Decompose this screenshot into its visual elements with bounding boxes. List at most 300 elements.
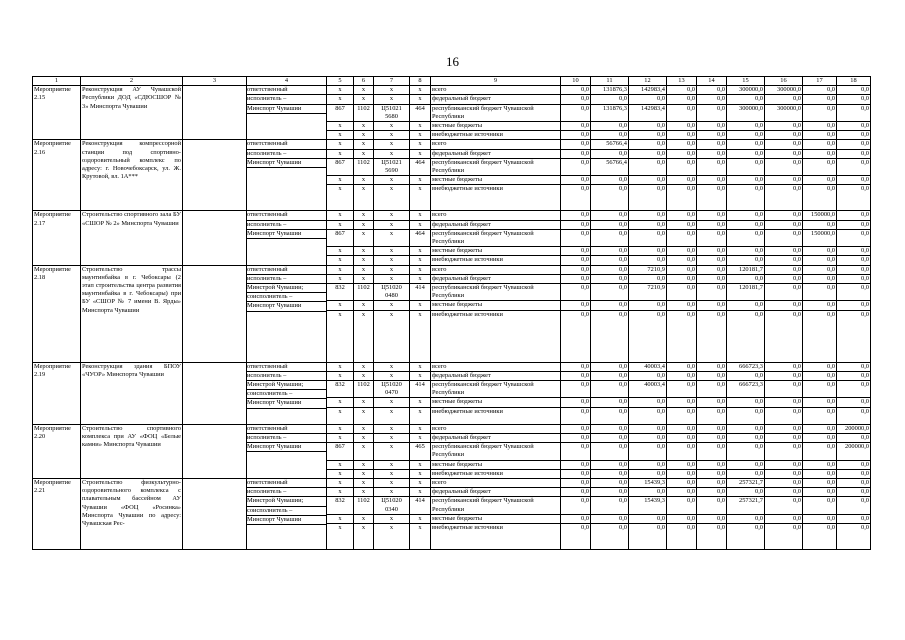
- funding-source: республиканский бюджет Чувашской Республики: [431, 284, 561, 301]
- table-cell: x: [354, 149, 374, 158]
- table-cell: 0,0: [803, 488, 837, 497]
- measure-title: Реконструкция здания БПОУ «ЧУОР» Минспорта Чувашии: [81, 362, 183, 424]
- table-cell: 0,0: [803, 469, 837, 478]
- table-cell: 257321,7: [727, 478, 765, 487]
- table-cell: 0,0: [667, 310, 697, 362]
- measure-id: Мероприятие 2.18: [33, 265, 81, 362]
- table-cell: 0,0: [629, 469, 667, 478]
- table-cell: 0,0: [629, 122, 667, 131]
- table-cell: x: [410, 211, 431, 220]
- table-cell: 0,0: [667, 398, 697, 407]
- table-cell: 0,0: [667, 284, 697, 301]
- table-cell: 0,0: [667, 211, 697, 220]
- table-cell: 0,0: [765, 398, 803, 407]
- table-cell: x: [354, 443, 374, 460]
- table-cell: 0,0: [697, 460, 727, 469]
- table-cell: 0,0: [727, 256, 765, 265]
- funding-source: всего: [431, 140, 561, 149]
- column-header: 13: [667, 77, 697, 86]
- table-cell: 0,0: [727, 274, 765, 283]
- table-cell: x: [410, 140, 431, 149]
- table-cell: 0,0: [561, 301, 591, 310]
- table-cell: 0,0: [629, 247, 667, 256]
- funding-source: всего: [431, 478, 561, 487]
- table-cell: 300000,0: [765, 104, 803, 121]
- table-cell: 867: [327, 443, 354, 460]
- table-cell: 0,0: [667, 185, 697, 211]
- table-cell: 0,0: [561, 149, 591, 158]
- table-cell: 0,0: [765, 497, 803, 514]
- column-header: 10: [561, 77, 591, 86]
- responsible-line: исполнитель –: [247, 275, 326, 284]
- table-cell: x: [374, 460, 410, 469]
- table-cell: x: [374, 407, 410, 424]
- table-cell: 0,0: [697, 362, 727, 371]
- table-cell: x: [354, 185, 374, 211]
- table-cell: 0,0: [765, 274, 803, 283]
- funding-source: федеральный бюджет: [431, 488, 561, 497]
- table-cell: 0,0: [837, 488, 871, 497]
- table-cell: x: [374, 176, 410, 185]
- table-cell: 0,0: [765, 229, 803, 246]
- table-cell: x: [354, 301, 374, 310]
- table-cell: 0,0: [591, 149, 629, 158]
- table-cell: 0,0: [727, 371, 765, 380]
- responsible-line: ответственный: [247, 211, 326, 220]
- table-cell: 0,0: [803, 407, 837, 424]
- table-cell: 0,0: [561, 274, 591, 283]
- table-cell: 0,0: [667, 265, 697, 274]
- table-cell: 0,0: [697, 158, 727, 175]
- table-cell: 0,0: [591, 247, 629, 256]
- table-cell: x: [374, 301, 410, 310]
- column-header: 4: [247, 77, 327, 86]
- table-cell: x: [327, 523, 354, 549]
- table-cell: 0,0: [591, 131, 629, 140]
- table-cell: 0,0: [837, 398, 871, 407]
- table-cell: 0,0: [837, 229, 871, 246]
- table-cell: 7210,9: [629, 284, 667, 301]
- table-cell: x: [327, 407, 354, 424]
- table-cell: 0,0: [697, 301, 727, 310]
- table-cell: Ц51021 5690: [374, 158, 410, 175]
- table-cell: 0,0: [629, 398, 667, 407]
- table-cell: 0,0: [591, 469, 629, 478]
- measure-title: Строительство физкультурно-оздоровительного комплекса с плавательным бассейном АУ Чувашии «ФОЦ «Росинка» Минспорта Чувашии по адресу: Чувашская Рес-: [81, 478, 183, 549]
- table-cell: x: [374, 149, 410, 158]
- table-cell: 0,0: [697, 497, 727, 514]
- table-cell: x: [327, 176, 354, 185]
- table-cell: 0,0: [765, 176, 803, 185]
- table-cell: 131876,3: [591, 86, 629, 95]
- table-cell: 40003,4: [629, 362, 667, 371]
- table-cell: 0,0: [561, 371, 591, 380]
- table-cell: 0,0: [803, 371, 837, 380]
- table-row: [33, 362, 871, 371]
- table-cell: 0,0: [561, 220, 591, 229]
- table-cell: 0,0: [591, 265, 629, 274]
- table-cell: 300000,0: [765, 86, 803, 95]
- table-cell: 0,0: [803, 523, 837, 549]
- table-cell: 0,0: [765, 424, 803, 433]
- table-cell: 0,0: [697, 424, 727, 433]
- table-cell: x: [410, 149, 431, 158]
- table-cell: 0,0: [727, 229, 765, 246]
- table-cell: 0,0: [561, 284, 591, 301]
- table-cell: 0,0: [727, 95, 765, 104]
- table-cell: 0,0: [837, 523, 871, 549]
- table-cell: x: [354, 523, 374, 549]
- column-header: 16: [765, 77, 803, 86]
- measure-title: Реконструкция АУ Чувашской Республики ДОД «СДЮСШОР № 3» Минспорта Чувашии: [81, 86, 183, 140]
- table-cell: 0,0: [803, 460, 837, 469]
- table-cell: 0,0: [667, 140, 697, 149]
- table-cell: 0,0: [837, 362, 871, 371]
- table-cell: x: [354, 424, 374, 433]
- table-cell: 464: [410, 104, 431, 121]
- table-cell: 0,0: [561, 514, 591, 523]
- responsible-line: соисполнитель –: [247, 293, 326, 302]
- column-header: 7: [374, 77, 410, 86]
- table-cell: 0,0: [629, 443, 667, 460]
- table-cell: 0,0: [803, 158, 837, 175]
- table-cell: 0,0: [803, 140, 837, 149]
- funding-source: всего: [431, 265, 561, 274]
- table-cell: 0,0: [837, 407, 871, 424]
- table-cell: 0,0: [561, 362, 591, 371]
- table-cell: 0,0: [727, 488, 765, 497]
- table-cell: 0,0: [803, 301, 837, 310]
- table-cell: x: [327, 211, 354, 220]
- table-cell: 0,0: [727, 514, 765, 523]
- table-cell: 1102: [354, 497, 374, 514]
- table-cell: 0,0: [837, 381, 871, 398]
- table-cell: 0,0: [697, 176, 727, 185]
- table-cell: 0,0: [765, 407, 803, 424]
- funding-source: всего: [431, 362, 561, 371]
- table-cell: 414: [410, 381, 431, 398]
- responsible-cell: [247, 140, 327, 211]
- table-cell: 0,0: [803, 256, 837, 265]
- table-cell: 832: [327, 497, 354, 514]
- table-cell: 0,0: [727, 469, 765, 478]
- empty-cell: [183, 265, 247, 362]
- table-cell: x: [327, 122, 354, 131]
- table-cell: 0,0: [629, 310, 667, 362]
- table-cell: x: [354, 86, 374, 95]
- column-header: 8: [410, 77, 431, 86]
- column-header: 5: [327, 77, 354, 86]
- table-cell: 465: [410, 443, 431, 460]
- table-cell: x: [327, 460, 354, 469]
- table-cell: 0,0: [765, 247, 803, 256]
- table-cell: 0,0: [629, 424, 667, 433]
- responsible-line: исполнитель –: [247, 434, 326, 443]
- table-cell: x: [374, 371, 410, 380]
- table-cell: 0,0: [561, 104, 591, 121]
- table-cell: 0,0: [765, 149, 803, 158]
- responsible-line: исполнитель –: [247, 150, 326, 159]
- table-cell: x: [354, 407, 374, 424]
- table-cell: x: [374, 478, 410, 487]
- responsible-line: Минспорт Чувашии: [247, 399, 326, 408]
- responsible-line: исполнитель –: [247, 221, 326, 230]
- table-cell: 0,0: [591, 497, 629, 514]
- table-cell: x: [354, 140, 374, 149]
- table-cell: 0,0: [629, 220, 667, 229]
- table-cell: 0,0: [591, 176, 629, 185]
- table-cell: 0,0: [591, 424, 629, 433]
- table-cell: 0,0: [697, 381, 727, 398]
- table-cell: 0,0: [697, 478, 727, 487]
- responsible-line: исполнитель –: [247, 95, 326, 104]
- measure-title: Строительство спортивного зала БУ «СШОР № 2» Минспорта Чувашии: [81, 211, 183, 265]
- table-cell: 0,0: [727, 158, 765, 175]
- table-cell: 0,0: [591, 211, 629, 220]
- responsible-line: Минстрой Чувашии;: [247, 497, 326, 506]
- funding-source: всего: [431, 211, 561, 220]
- table-row: [33, 86, 871, 95]
- table-cell: 0,0: [591, 514, 629, 523]
- table-cell: x: [410, 407, 431, 424]
- funding-source: федеральный бюджет: [431, 95, 561, 104]
- table-cell: x: [354, 460, 374, 469]
- table-cell: 0,0: [765, 443, 803, 460]
- measure-title: Строительство трассы маунтинбайка в г. Чебоксары (2 этап строительства центра развития маунтинбайка в г. Чебоксары) при БУ «СШОР № 7 имени В. Ярды» Минспорта Чувашии: [81, 265, 183, 362]
- table-cell: 0,0: [561, 424, 591, 433]
- table-cell: 0,0: [591, 433, 629, 442]
- funding-source: местные бюджеты: [431, 398, 561, 407]
- empty-cell: [183, 424, 247, 478]
- table-row: [33, 424, 871, 433]
- funding-source: федеральный бюджет: [431, 220, 561, 229]
- table-cell: x: [410, 398, 431, 407]
- table-cell: 150000,0: [803, 229, 837, 246]
- table-cell: 0,0: [561, 443, 591, 460]
- table-cell: 0,0: [765, 523, 803, 549]
- table-cell: x: [327, 149, 354, 158]
- table-cell: 120181,7: [727, 265, 765, 274]
- table-cell: 0,0: [561, 122, 591, 131]
- table-cell: 0,0: [727, 407, 765, 424]
- table-cell: 1102: [354, 381, 374, 398]
- funding-source: республиканский бюджет Чувашской Республики: [431, 381, 561, 398]
- table-cell: 1102: [354, 284, 374, 301]
- table-cell: 0,0: [765, 460, 803, 469]
- table-cell: 0,0: [667, 256, 697, 265]
- table-cell: 0,0: [765, 131, 803, 140]
- table-cell: 0,0: [837, 265, 871, 274]
- table-cell: x: [327, 310, 354, 362]
- table-cell: 0,0: [667, 460, 697, 469]
- table-cell: x: [410, 362, 431, 371]
- responsible-line: Минстрой Чувашии;: [247, 284, 326, 293]
- table-cell: x: [374, 95, 410, 104]
- table-cell: 0,0: [667, 433, 697, 442]
- table-cell: 0,0: [837, 131, 871, 140]
- table-cell: x: [354, 310, 374, 362]
- table-cell: x: [374, 514, 410, 523]
- table-cell: 0,0: [697, 256, 727, 265]
- table-cell: 414: [410, 497, 431, 514]
- funding-source: местные бюджеты: [431, 176, 561, 185]
- table-cell: 0,0: [803, 149, 837, 158]
- funding-source: внебюджетные источники: [431, 131, 561, 140]
- funding-source: федеральный бюджет: [431, 274, 561, 283]
- funding-source: внебюджетные источники: [431, 407, 561, 424]
- table-cell: x: [354, 478, 374, 487]
- table-cell: 0,0: [765, 310, 803, 362]
- table-cell: x: [354, 220, 374, 229]
- table-cell: 0,0: [667, 469, 697, 478]
- table-cell: 0,0: [591, 274, 629, 283]
- table-cell: x: [327, 247, 354, 256]
- table-cell: 0,0: [629, 211, 667, 220]
- column-header: 1: [33, 77, 81, 86]
- responsible-line: Минспорт Чувашии: [247, 159, 326, 168]
- measure-id: Мероприятие 2.21: [33, 478, 81, 549]
- table-cell: 0,0: [591, 185, 629, 211]
- table-cell: 0,0: [667, 220, 697, 229]
- table-cell: x: [354, 398, 374, 407]
- table-cell: 56766,4: [591, 158, 629, 175]
- table-cell: 0,0: [667, 497, 697, 514]
- empty-cell: [183, 362, 247, 424]
- table-cell: 0,0: [667, 158, 697, 175]
- table-cell: 832: [327, 381, 354, 398]
- table-cell: 0,0: [837, 247, 871, 256]
- table-cell: 0,0: [561, 310, 591, 362]
- table-cell: 0,0: [697, 211, 727, 220]
- table-cell: 0,0: [591, 256, 629, 265]
- table-cell: 0,0: [697, 488, 727, 497]
- table-cell: 0,0: [765, 469, 803, 478]
- table-cell: x: [374, 274, 410, 283]
- table-cell: 0,0: [803, 220, 837, 229]
- table-cell: x: [410, 86, 431, 95]
- table-cell: x: [327, 362, 354, 371]
- table-cell: 0,0: [727, 460, 765, 469]
- table-cell: x: [410, 460, 431, 469]
- table-cell: 0,0: [667, 229, 697, 246]
- table-cell: 0,0: [629, 514, 667, 523]
- table-cell: x: [410, 131, 431, 140]
- table-cell: 0,0: [765, 140, 803, 149]
- table-cell: 0,0: [697, 131, 727, 140]
- table-cell: x: [374, 86, 410, 95]
- table-cell: 0,0: [561, 176, 591, 185]
- page-number: 16: [446, 54, 459, 69]
- table-cell: 666723,3: [727, 381, 765, 398]
- table-cell: 0,0: [803, 497, 837, 514]
- table-cell: 0,0: [667, 301, 697, 310]
- column-header-row: [33, 77, 871, 86]
- table-cell: 0,0: [837, 460, 871, 469]
- table-cell: 200000,0: [837, 443, 871, 460]
- table-cell: x: [374, 398, 410, 407]
- table-cell: x: [374, 488, 410, 497]
- table-cell: 0,0: [837, 274, 871, 283]
- table-cell: 257321,7: [727, 497, 765, 514]
- funding-source: республиканский бюджет Чувашской Республики: [431, 158, 561, 175]
- table-cell: 0,0: [561, 247, 591, 256]
- table-cell: 0,0: [727, 149, 765, 158]
- table-cell: Ц51020 0470: [374, 381, 410, 398]
- table-cell: 0,0: [561, 407, 591, 424]
- table-cell: 56766,4: [591, 140, 629, 149]
- table-cell: 0,0: [765, 95, 803, 104]
- table-cell: 0,0: [837, 301, 871, 310]
- column-header: 15: [727, 77, 765, 86]
- table-cell: 0,0: [629, 371, 667, 380]
- table-cell: 0,0: [561, 469, 591, 478]
- table-cell: x: [410, 514, 431, 523]
- table-cell: 0,0: [727, 310, 765, 362]
- table-cell: 0,0: [667, 488, 697, 497]
- table-cell: 0,0: [803, 398, 837, 407]
- funding-source: внебюджетные источники: [431, 310, 561, 362]
- table-cell: 0,0: [727, 122, 765, 131]
- table-cell: 0,0: [561, 158, 591, 175]
- responsible-line: ответственный: [247, 86, 326, 95]
- table-cell: 0,0: [803, 443, 837, 460]
- table-cell: 867: [327, 158, 354, 175]
- table-cell: 0,0: [667, 371, 697, 380]
- funding-source: внебюджетные источники: [431, 185, 561, 211]
- table-cell: x: [374, 131, 410, 140]
- table-cell: 0,0: [765, 514, 803, 523]
- table-cell: x: [327, 371, 354, 380]
- table-cell: x: [327, 185, 354, 211]
- table-cell: x: [374, 220, 410, 229]
- table-cell: 300000,0: [727, 104, 765, 121]
- table-cell: 0,0: [561, 256, 591, 265]
- table-cell: 0,0: [765, 220, 803, 229]
- table-cell: x: [410, 488, 431, 497]
- table-cell: 0,0: [765, 371, 803, 380]
- table-cell: 0,0: [837, 220, 871, 229]
- table-cell: 0,0: [667, 523, 697, 549]
- table-cell: x: [327, 140, 354, 149]
- responsible-line: ответственный: [247, 425, 326, 434]
- funding-source: федеральный бюджет: [431, 433, 561, 442]
- table-cell: 300000,0: [727, 86, 765, 95]
- table-cell: 0,0: [727, 523, 765, 549]
- table-cell: 0,0: [667, 131, 697, 140]
- table-cell: 0,0: [803, 310, 837, 362]
- table-cell: 0,0: [697, 371, 727, 380]
- table-cell: x: [410, 122, 431, 131]
- table-cell: 142983,4: [629, 104, 667, 121]
- table-cell: x: [374, 256, 410, 265]
- table-cell: 0,0: [629, 407, 667, 424]
- table-cell: x: [410, 301, 431, 310]
- table-cell: x: [374, 433, 410, 442]
- table-cell: 0,0: [561, 95, 591, 104]
- table-cell: 0,0: [765, 211, 803, 220]
- table-cell: 0,0: [765, 381, 803, 398]
- measure-title: Реконструкция компрессорной станции под спортивно-оздоровительный комплекс по адресу: г. Новочебоксарск, ул. Ж. Крутовой, вл. 1А***: [81, 140, 183, 211]
- table-cell: 0,0: [667, 407, 697, 424]
- table-cell: 0,0: [803, 131, 837, 140]
- table-cell: 0,0: [803, 265, 837, 274]
- table-cell: 0,0: [837, 158, 871, 175]
- table-cell: x: [410, 256, 431, 265]
- table-cell: 15439,3: [629, 497, 667, 514]
- responsible-cell: [247, 362, 327, 424]
- funding-source: местные бюджеты: [431, 247, 561, 256]
- table-cell: 0,0: [697, 274, 727, 283]
